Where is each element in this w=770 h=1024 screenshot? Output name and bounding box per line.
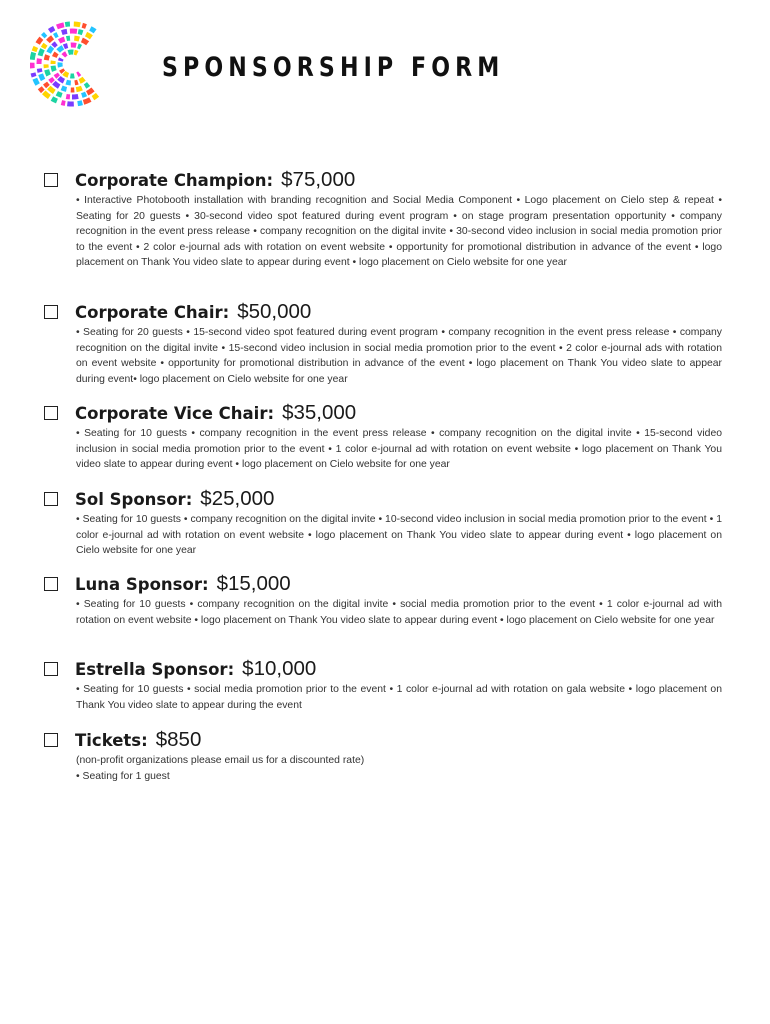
tier-description: • Seating for 10 guests • company recognition on the digital invite • social media promotion prior to the event • 1 color e-journal ad with rotation on event website • logo placement on Thank You video slate to appear during event • logo placement on Cielo website for one year (76, 599, 722, 626)
logo-dash (58, 47, 63, 51)
checkbox-corporate-chair[interactable] (44, 305, 58, 319)
logo-dash (74, 52, 77, 53)
logo-dash (86, 34, 91, 37)
tier-price: $10,000 (242, 657, 317, 680)
logo-dash (93, 95, 98, 98)
tier-name: Corporate Vice Chair: (75, 404, 275, 423)
logo-dash (53, 43, 56, 46)
logo-dash (54, 83, 59, 87)
tier-name: Estrella Sponsor: (75, 660, 235, 679)
logo-dash (32, 53, 33, 60)
logo-dash (38, 38, 42, 43)
checkbox-estrella-sponsor[interactable] (44, 662, 58, 676)
logo-dash (33, 73, 34, 77)
tier-name: Corporate Champion: (75, 171, 274, 190)
logo-dash (56, 74, 58, 77)
tier-description: • Seating for 20 guests • 15-second video spot featured during event program • company recognition in the event press release • company recognition on the digital invite • 15-second video inclusion in social media promotion prior to the event • 2 color e-journal ads with rotation on event website • opportunity for promotional distribution in advance of the event • logo placement on Thank You video slate to appear during event• logo placement on Cielo website for one year (76, 327, 722, 385)
tier-description: • Seating for 10 guests • company recognition on the digital invite • 10-second video inclusion in social media promotion prior to the event • 1 color e-journal ad with rotation on event website • logo placement on Thank You video slate to appear during event • logo placement on Cielo website for one year (76, 514, 722, 557)
tier-price: $15,000 (216, 572, 291, 595)
logo-dash (64, 46, 68, 47)
logo-dash (48, 37, 53, 41)
logo-dash (84, 100, 91, 103)
logo-dash (74, 24, 80, 25)
logo-dash (74, 38, 79, 39)
logo-dash (43, 44, 45, 48)
logo-dash (90, 28, 95, 31)
logo-dash (57, 93, 62, 95)
logo-dash (49, 28, 54, 31)
tier-price: $50,000 (237, 300, 312, 323)
tier-estrella-sponsor (44, 652, 724, 713)
checkbox-luna-sponsor[interactable] (44, 577, 58, 591)
tier-description (76, 753, 722, 784)
logo-dash (75, 82, 78, 83)
logo-dash (49, 87, 55, 91)
logo-dash (40, 88, 43, 92)
logo-dash (57, 25, 64, 27)
logo-dash (61, 103, 65, 104)
logo-dash (60, 58, 61, 61)
logo-dash (50, 78, 53, 81)
cielo-c-logo-icon (30, 18, 110, 110)
logo-dash (61, 70, 63, 73)
logo-dash (35, 79, 38, 85)
logo-dash (41, 74, 43, 80)
logo-dash (78, 46, 81, 47)
checkbox-corporate-vice-chair[interactable] (44, 406, 58, 420)
tier-price: $75,000 (281, 168, 356, 191)
logo-dash (47, 70, 49, 76)
tier-description: • Interactive Photobooth installation with branding recognition and Social Media Component • Logo placement on Cielo step & repeat • Seating for 20 guests • 30-second video spot featured during event program • on stage program presentation opportunity • company recognition in the event press release • company recognition on the digital invite • 30-second video inclusion in social media promotion prior to the event • 2 color e-journal ads with rotation on event website • opportunity for promotional distribution in advance of the event • logo placement on Thank You video slate to appear during event • logo placement on Cielo website for one year (76, 195, 722, 269)
tier-corporate-champion (44, 163, 724, 271)
logo-dash (82, 94, 86, 96)
logo-dash (62, 88, 67, 90)
tier-name: Tickets: (75, 731, 148, 750)
logo-dash (72, 96, 78, 97)
tier-luna-sponsor (44, 567, 724, 628)
logo-dash (65, 24, 70, 25)
logo-dash (80, 79, 85, 82)
logo-dash (40, 49, 42, 56)
tier-price: $35,000 (282, 401, 357, 424)
logo-dash (85, 84, 89, 86)
logo-dash (68, 52, 73, 53)
tier-name: Sol Sponsor: (75, 490, 193, 509)
logo-dash (52, 99, 57, 101)
logo-dash (87, 89, 93, 93)
logo-dash (59, 39, 64, 41)
tier-corporate-vice-chair (44, 396, 724, 473)
checkbox-tickets[interactable] (44, 733, 58, 747)
logo-dash (66, 82, 71, 83)
logo-dash (54, 53, 56, 57)
logo-dash (78, 103, 83, 104)
tier-note: (non-profit organizations please email us for a discounted rate) (76, 755, 365, 766)
logo-dash (82, 25, 86, 26)
tier-corporate-chair (44, 295, 724, 387)
logo-dash (82, 40, 88, 43)
checkbox-corporate-champion[interactable] (44, 173, 58, 187)
tier-sol-sponsor (44, 482, 724, 559)
tier-benefit: • Seating for 1 guest (76, 770, 170, 782)
tier-price: $850 (155, 728, 202, 751)
logo-dash (66, 38, 69, 39)
logo-dash (45, 83, 48, 87)
logo-dash (53, 66, 54, 71)
tier-price: $25,000 (200, 487, 275, 510)
logo-dash (76, 88, 82, 90)
tier-description: • Seating for 10 guests • company recognition in the event press release • company recognition on the digital invite • 15-second video inclusion in social media promotion prior to the event • 1 color e-journal ad with rotation on event website • logo placement on Thank You video slate to appear during event • logo placement on Cielo website for one year (76, 428, 722, 471)
logo-dash (34, 47, 36, 51)
tier-name: Corporate Chair: (75, 303, 230, 322)
logo-dash (54, 34, 57, 36)
logo-dash (46, 55, 47, 60)
tier-name: Luna Sponsor: (75, 575, 209, 594)
tier-tickets (44, 723, 724, 784)
logo-dash (77, 73, 79, 74)
logo-dash (78, 32, 82, 33)
page-title: SPONSORSHIP FORM (162, 52, 505, 83)
logo-dash (49, 47, 53, 53)
tier-description: • Seating for 10 guests • social media promotion prior to the event • 1 color e-journal ad with rotation on gala website • logo placement on Thank You video slate to appear during the event (76, 684, 722, 711)
logo-dash (59, 78, 64, 81)
logo-dash (62, 31, 67, 32)
logo-dash (39, 69, 40, 73)
logo-dash (63, 53, 66, 55)
logo-dash (64, 73, 68, 76)
logo-dash (44, 92, 50, 97)
logo-dash (43, 34, 46, 37)
checkbox-sol-sponsor[interactable] (44, 492, 58, 506)
